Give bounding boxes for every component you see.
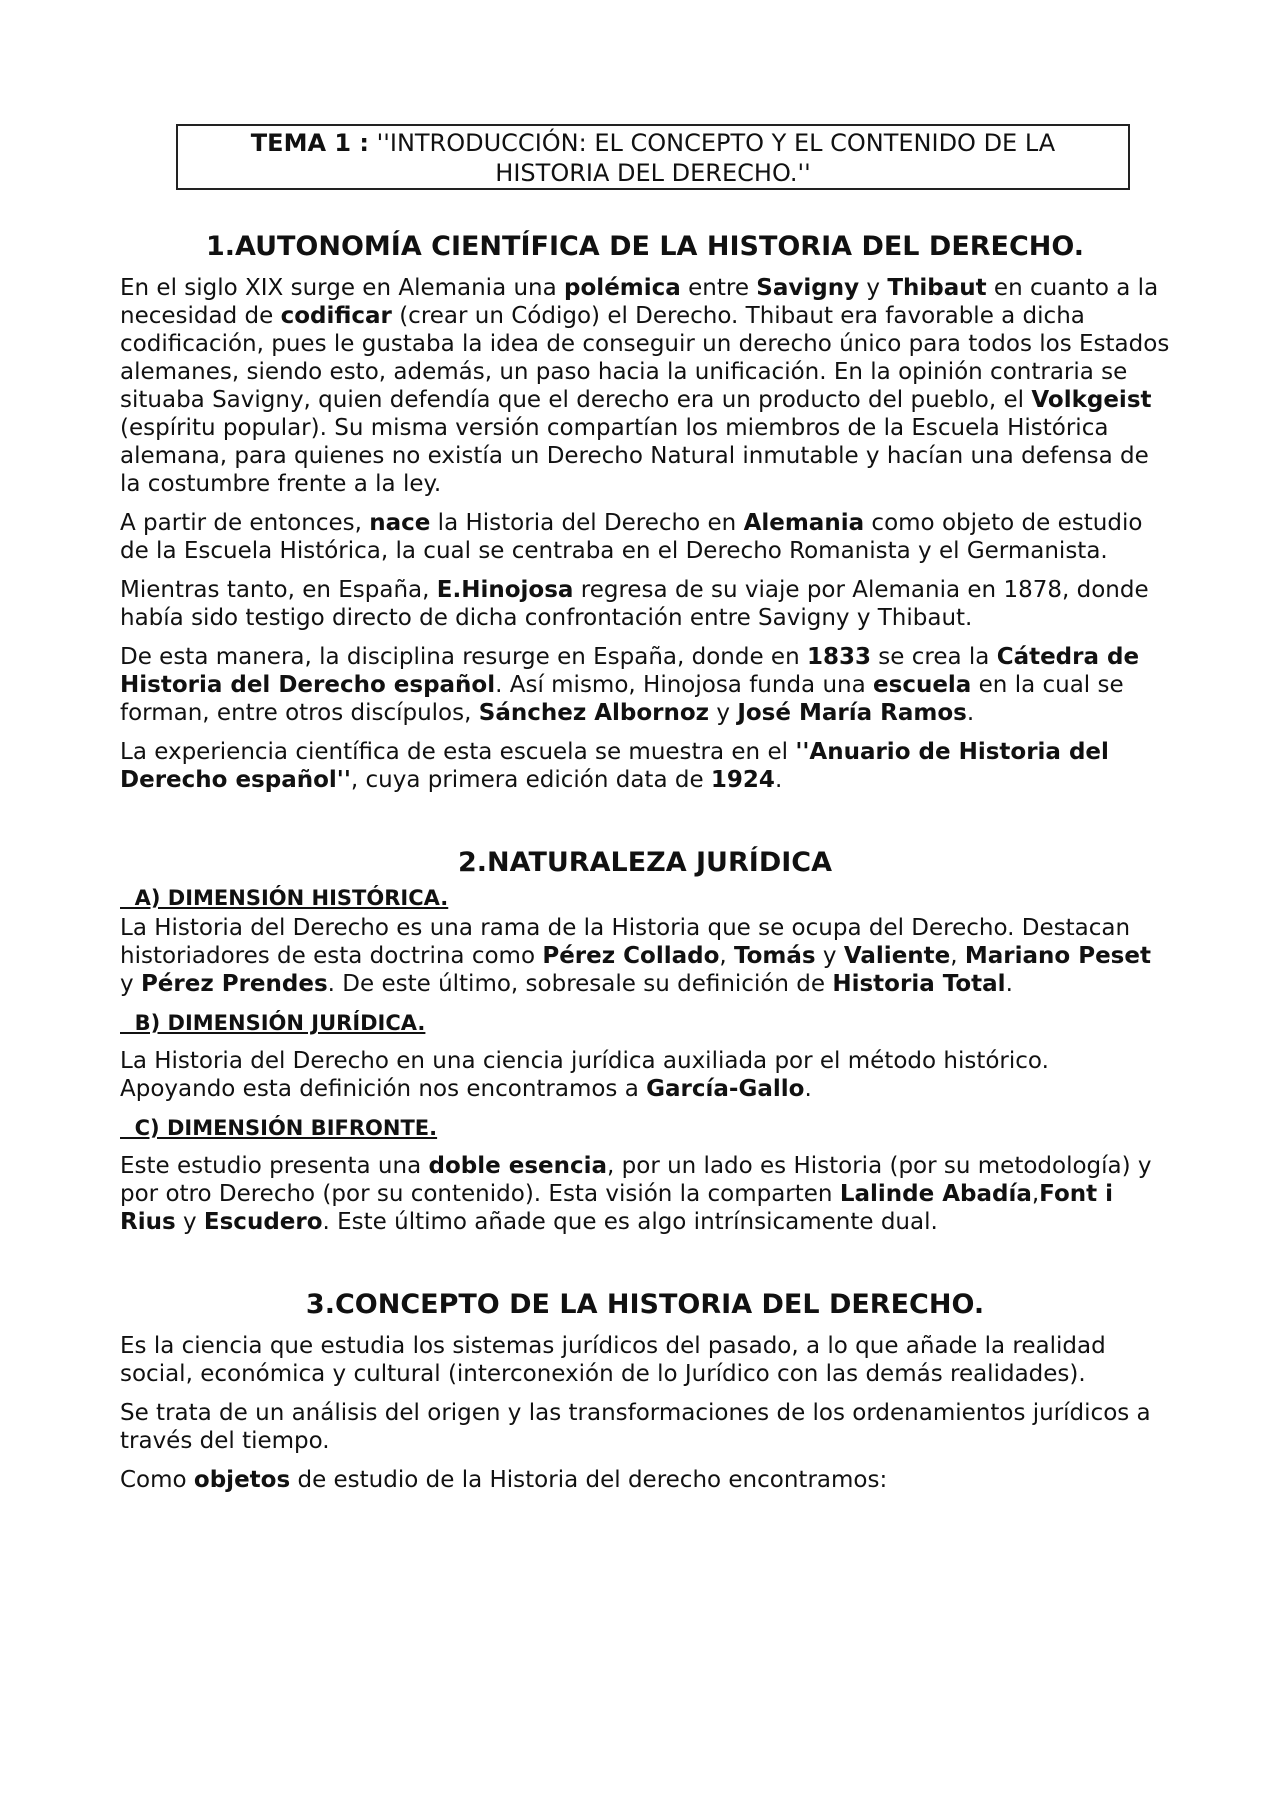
text-run: . Este último añade que es algo intrínsicamente dual. — [322, 1209, 938, 1235]
bold-run: ''Anuario de Historia del Derecho español'' — [120, 739, 1109, 793]
text-run: y — [175, 1209, 204, 1235]
text-run: como objeto de estudio de la Escuela Histórica, la cual se centraba en el Derecho Romanista y el Germanista. — [120, 510, 1143, 564]
text-run: en la cual se forman, entre otros discípulos, — [120, 672, 1124, 726]
text-run: A partir de entonces, — [120, 510, 370, 536]
section2-heading: 2.NATURALEZA JURÍDICA — [458, 847, 832, 878]
subsection-a-heading: A) DIMENSIÓN HISTÓRICA. — [120, 886, 449, 910]
text-run: (crear un Código) el Derecho. Thibaut era favorable a dicha codificación, pues le gustaba la idea de conseguir un derecho único para todos los Estados alemanes, siendo esto, además, un paso hacia la unificación. En la opinión contraria se situaba Savigny, quien defendía que el derecho era un producto del pueblo, el — [120, 303, 1170, 413]
bold-run: José María Ramos — [737, 700, 967, 726]
section3-heading: 3.CONCEPTO DE LA HISTORIA DEL DERECHO. — [305, 1289, 985, 1320]
bold-run: escuela — [873, 672, 972, 698]
bold-run: Alemania — [743, 510, 865, 536]
bold-run: Pérez Collado — [542, 943, 720, 969]
text-run: Mientras tanto, en España, — [120, 577, 437, 603]
bold-run: Pérez Prendes — [140, 971, 328, 997]
bold-run: Valiente — [843, 943, 951, 969]
bold-run: Mariano Peset — [964, 943, 1151, 969]
text-run: , por un lado es Historia (por su metodología) y por otro Derecho (por su contenido). Esta visión la comparten — [120, 1153, 1152, 1207]
section1-paragraph-3 — [120, 576, 1170, 632]
text-run: . De este último, sobresale su definición de — [327, 971, 833, 997]
bold-run: 1924 — [710, 767, 775, 793]
text-run: La experiencia científica de esta escuela se muestra en el — [120, 739, 796, 765]
bold-run: Historia Total — [832, 971, 1006, 997]
text-run: se crea la — [870, 644, 997, 670]
section1-paragraph-4 — [120, 643, 1170, 727]
text-run: Este estudio presenta una — [120, 1153, 429, 1179]
text-run: y — [859, 275, 888, 301]
bold-run: doble esencia — [428, 1153, 608, 1179]
text-run: Como — [120, 1467, 194, 1493]
text-run: La Historia del Derecho en una ciencia jurídica auxiliada por el método histórico. Apoyando esta definición nos encontramos a — [120, 1048, 1049, 1102]
bold-run: nace — [369, 510, 431, 536]
bold-run: 1833 — [806, 644, 871, 670]
text-run: y — [709, 700, 738, 726]
text-run: En el siglo XIX surge en Alemania una — [120, 275, 565, 301]
bold-run: Sánchez Albornoz — [478, 700, 710, 726]
text-run: . — [804, 1076, 812, 1102]
text-run: entre — [680, 275, 757, 301]
topic-title-line2: HISTORIA DEL DERECHO.'' — [495, 159, 811, 187]
text-run: , cuya primera edición data de — [350, 767, 711, 793]
bold-run: objetos — [193, 1467, 291, 1493]
topic-title-line1: ''INTRODUCCIÓN: EL CONCEPTO Y EL CONTENIDO DE LA — [376, 129, 1056, 157]
bold-run: Savigny — [756, 275, 860, 301]
subsection-c-heading: C) DIMENSIÓN BIFRONTE. — [120, 1116, 438, 1140]
bold-run: Thibaut — [887, 275, 987, 301]
section1-paragraph-2 — [120, 509, 1170, 565]
text-run: y — [815, 943, 844, 969]
text-run: (espíritu popular). Su misma versión compartían los miembros de la Escuela Histórica alemana, para quienes no existía un Derecho Natural inmutable y hacían una defensa de la costumbre frente a la ley. — [120, 415, 1149, 497]
bold-run: Escudero — [203, 1209, 323, 1235]
text-run: . Así mismo, Hinojosa funda una — [495, 672, 874, 698]
document-body — [120, 230, 1170, 1505]
text-run: regresa de su viaje por Alemania en 1878, donde había sido testigo directo de dicha confrontación entre Savigny y Thibaut. — [120, 577, 1149, 631]
topic-title-box — [176, 124, 1130, 190]
bold-run: E.Hinojosa — [436, 577, 574, 603]
text-run: La Historia del Derecho es una rama de la Historia que se ocupa del Derecho. Destacan historiadores de esta doctrina como — [120, 915, 1131, 969]
subsection-c-paragraph — [120, 1152, 1170, 1236]
section1-paragraph-5 — [120, 738, 1170, 794]
bold-run: Volkgeist — [1031, 387, 1152, 413]
text-run: , — [719, 943, 734, 969]
text-run: de estudio de la Historia del derecho encontramos: — [290, 1467, 888, 1493]
bold-run: Font i Rius — [120, 1181, 1114, 1235]
text-run: . — [1005, 971, 1013, 997]
text-run: De esta manera, la disciplina resurge en España, donde en — [120, 644, 807, 670]
bold-run: polémica — [564, 275, 681, 301]
section1-paragraph-1 — [120, 274, 1170, 498]
bold-run: Tomás — [734, 943, 816, 969]
text-run: , — [1031, 1181, 1040, 1207]
text-run: la Historia del Derecho en — [430, 510, 744, 536]
bold-run: Cátedra de Historia del Derecho español — [120, 644, 1140, 698]
bold-run: codificar — [280, 303, 392, 329]
section3-paragraph-2: Se trata de un análisis del origen y las transformaciones de los ordenamientos jurídicos a través del tiempo. — [120, 1400, 1151, 1454]
text-run: . — [774, 767, 783, 793]
text-run: . — [966, 700, 975, 726]
subsection-b-heading: B) DIMENSIÓN JURÍDICA. — [120, 1011, 426, 1035]
section3-paragraph-3 — [120, 1466, 1170, 1494]
subsection-b-paragraph — [120, 1047, 1170, 1103]
text-run: en cuanto a la necesidad de — [120, 275, 1159, 329]
bold-run: Lalinde Abadía — [839, 1181, 1032, 1207]
text-run: y — [120, 971, 141, 997]
section1-heading: 1.AUTONOMÍA CIENTÍFICA DE LA HISTORIA DEL DERECHO. — [205, 231, 1085, 262]
bold-run: García-Gallo — [646, 1076, 805, 1102]
topic-label: TEMA 1 : — [250, 129, 370, 157]
text-run: , — [950, 943, 965, 969]
subsection-a-paragraph — [120, 914, 1170, 998]
section3-paragraph-1: Es la ciencia que estudia los sistemas jurídicos del pasado, a lo que añade la realidad social, económica y cultural (interconexión de lo Jurídico con las demás realidades). — [120, 1333, 1106, 1387]
